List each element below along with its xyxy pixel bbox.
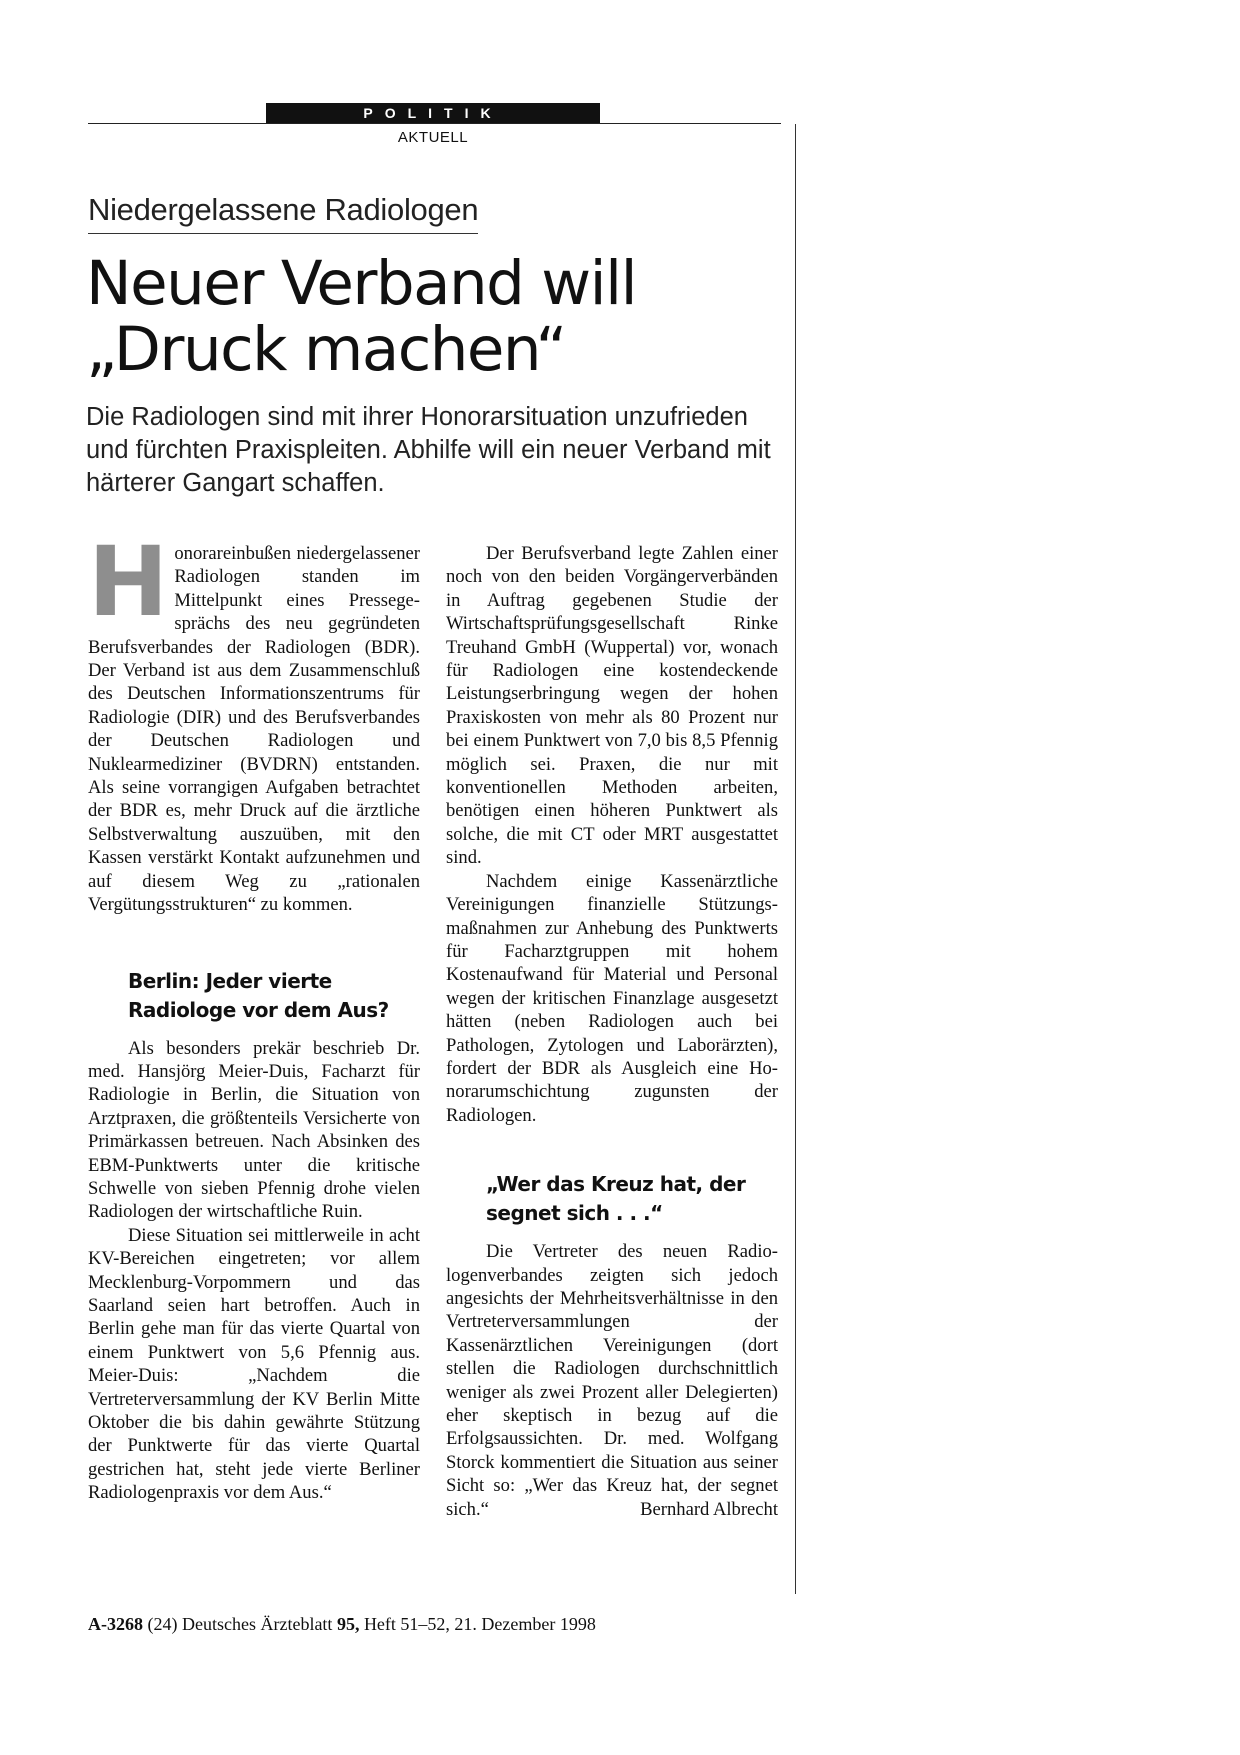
page-footer [88,1614,596,1635]
footer-issue: Heft 51–52, 21. Dezember 1998 [363,1614,596,1634]
subheading-berlin [88,967,420,1025]
footer-volume: 95, [336,1614,360,1634]
article-headline [86,248,786,385]
paragraph: Diese Situation sei mittlerweile in acht KV-Bereichen eingetreten; vor allem Mecklenburg-Vorpommern und das Saarland seien hart betroffen. Auch in Berlin gehe man für das vierte Quartal von einem Punktwert von 5,6 Pfennig aus. Meier-Duis: „Nachdem die Vertreterversammlung der KV Berlin Mitte Oktober die bis dahin gewährte Stützung der Punktwerte für das vierte Quartal gestrichen hat, steht jede vierte Berliner Radiologenpraxis vor dem Aus.“ [88,1224,420,1504]
column-rule [795,124,796,1594]
author-byline: Bernhard Albrecht [640,1498,778,1520]
paragraph: Als besonders prekär beschrieb Dr. med. Hansjörg Meier-Duis, Facharzt für Radiologie in Berlin, die Situation von Arztpraxen, die größtenteils Versicherte von Primärkassen betreuen. Nach Absinken des EBM-Punktwerts unter die kritische Schwelle von sieben Pfennig drohe vielen Radiologen der wirtschaftliche Ruin. [88,1037,420,1223]
subsection-label: AKTUELL [397,129,469,146]
paragraph-lead [88,526,420,917]
page-id: A-3268 [88,1614,143,1634]
left-column [88,526,420,1505]
article-deck: Die Radiologen sind mit ihrer Honorarsituation unzufrieden und fürchten Praxispleiten. Abhilfe will ein neuer Verband mit härterer Gangart schaffen. [86,403,771,497]
paragraph-final [446,1240,778,1521]
headline-line-2: „Druck machen“ [86,314,566,385]
section-label: POLITIK [266,103,600,123]
subheading-line-1: Berlin: Jeder vierte [128,968,332,993]
paragraph: Nachdem einige Kassenärztliche Vereinigungen finanzielle Stützungsmaßnahmen zur Anhebung des Punktwerts für Facharztgruppen mit hohem Kostenaufwand für Material und Personal wegen der kritischen Finanzlage ausgesetzt hätten (neben Radiologen auch bei Pathologen, Zytologen und Laborärzten), fordert der BDR als Ausgleich eine Honorarumschichtung zugunsten der Radiologen. [446,870,778,1126]
subheading-line-2: segnet sich . . .“ [486,1201,663,1226]
subheading-kreuz [446,1170,778,1228]
lead-text: onorareinbußen niedergelassener Radiologen standen im Mittelpunkt eines Pressegesprächs des neu gegründeten Berufsverbandes der Radiologen (BDR). Der Verband ist aus dem Zusammenschluß des Deutschen Informationszentrums für Radiologie (DIR) und des Berufsverbandes der Deutschen Radiologen und Nuklearmediziner (BVDRN) entstanden. Als seine vorrangigen Aufgaben betrachtet der BDR es, mehr Druck auf die ärztliche Selbstverwaltung auszuüben, mit den Kassen verstärkt Kontakt aufzunehmen und auf diesem Weg zu „rationalen Vergütungsstrukturen“ zu kommen. [88,543,420,916]
footer-source: (24) Deutsches Ärzteblatt [147,1614,333,1634]
right-column [446,542,778,1521]
subheading-line-2: Radiologe vor dem Aus? [128,997,389,1022]
article-kicker: Niedergelassene Radiologen [88,190,478,234]
subheading-line-1: „Wer das Kreuz hat, der [486,1172,746,1197]
headline-line-1: Neuer Verband will [86,248,637,319]
paragraph: Der Berufsverband legte Zahlen einer noch von den beiden Vorgängerverbänden in Auftrag gegebenen Studie der Wirtschaftsprüfungsgesellschaft Rinke Treuhand GmbH (Wuppertal) vor, wonach für Radiologen eine kostendeckende Leistungserbringung wegen der hohen Praxiskosten von mehr als 80 Prozent nur bei einem Punktwert von 7,0 bis 8,5 Pfennig möglich sei. Praxen, die nur mit konventionellen Methoden arbeiten, benötigen einen höheren Punktwert als solche, die mit CT oder MRT ausgestattet sind. [446,543,778,869]
header-rule [88,123,781,124]
drop-cap: H [88,526,169,638]
final-text: Die Vertreter des neuen Radiologenverbandes zeigten sich jedoch angesichts der Mehrheitsverhältnisse in den Vertreterversammlungen der Kassenärztlichen Vereinigungen (dort stellen die Radiologen durchschnittlich weniger als zwei Prozent aller Delegierten) eher skeptisch in bezug auf die Erfolgsaussichten. Dr. med. Wolfgang Storck kommentiert die Situation aus seiner Sicht so: „Wer das Kreuz hat, der segnet sich.“ [446,1241,778,1520]
